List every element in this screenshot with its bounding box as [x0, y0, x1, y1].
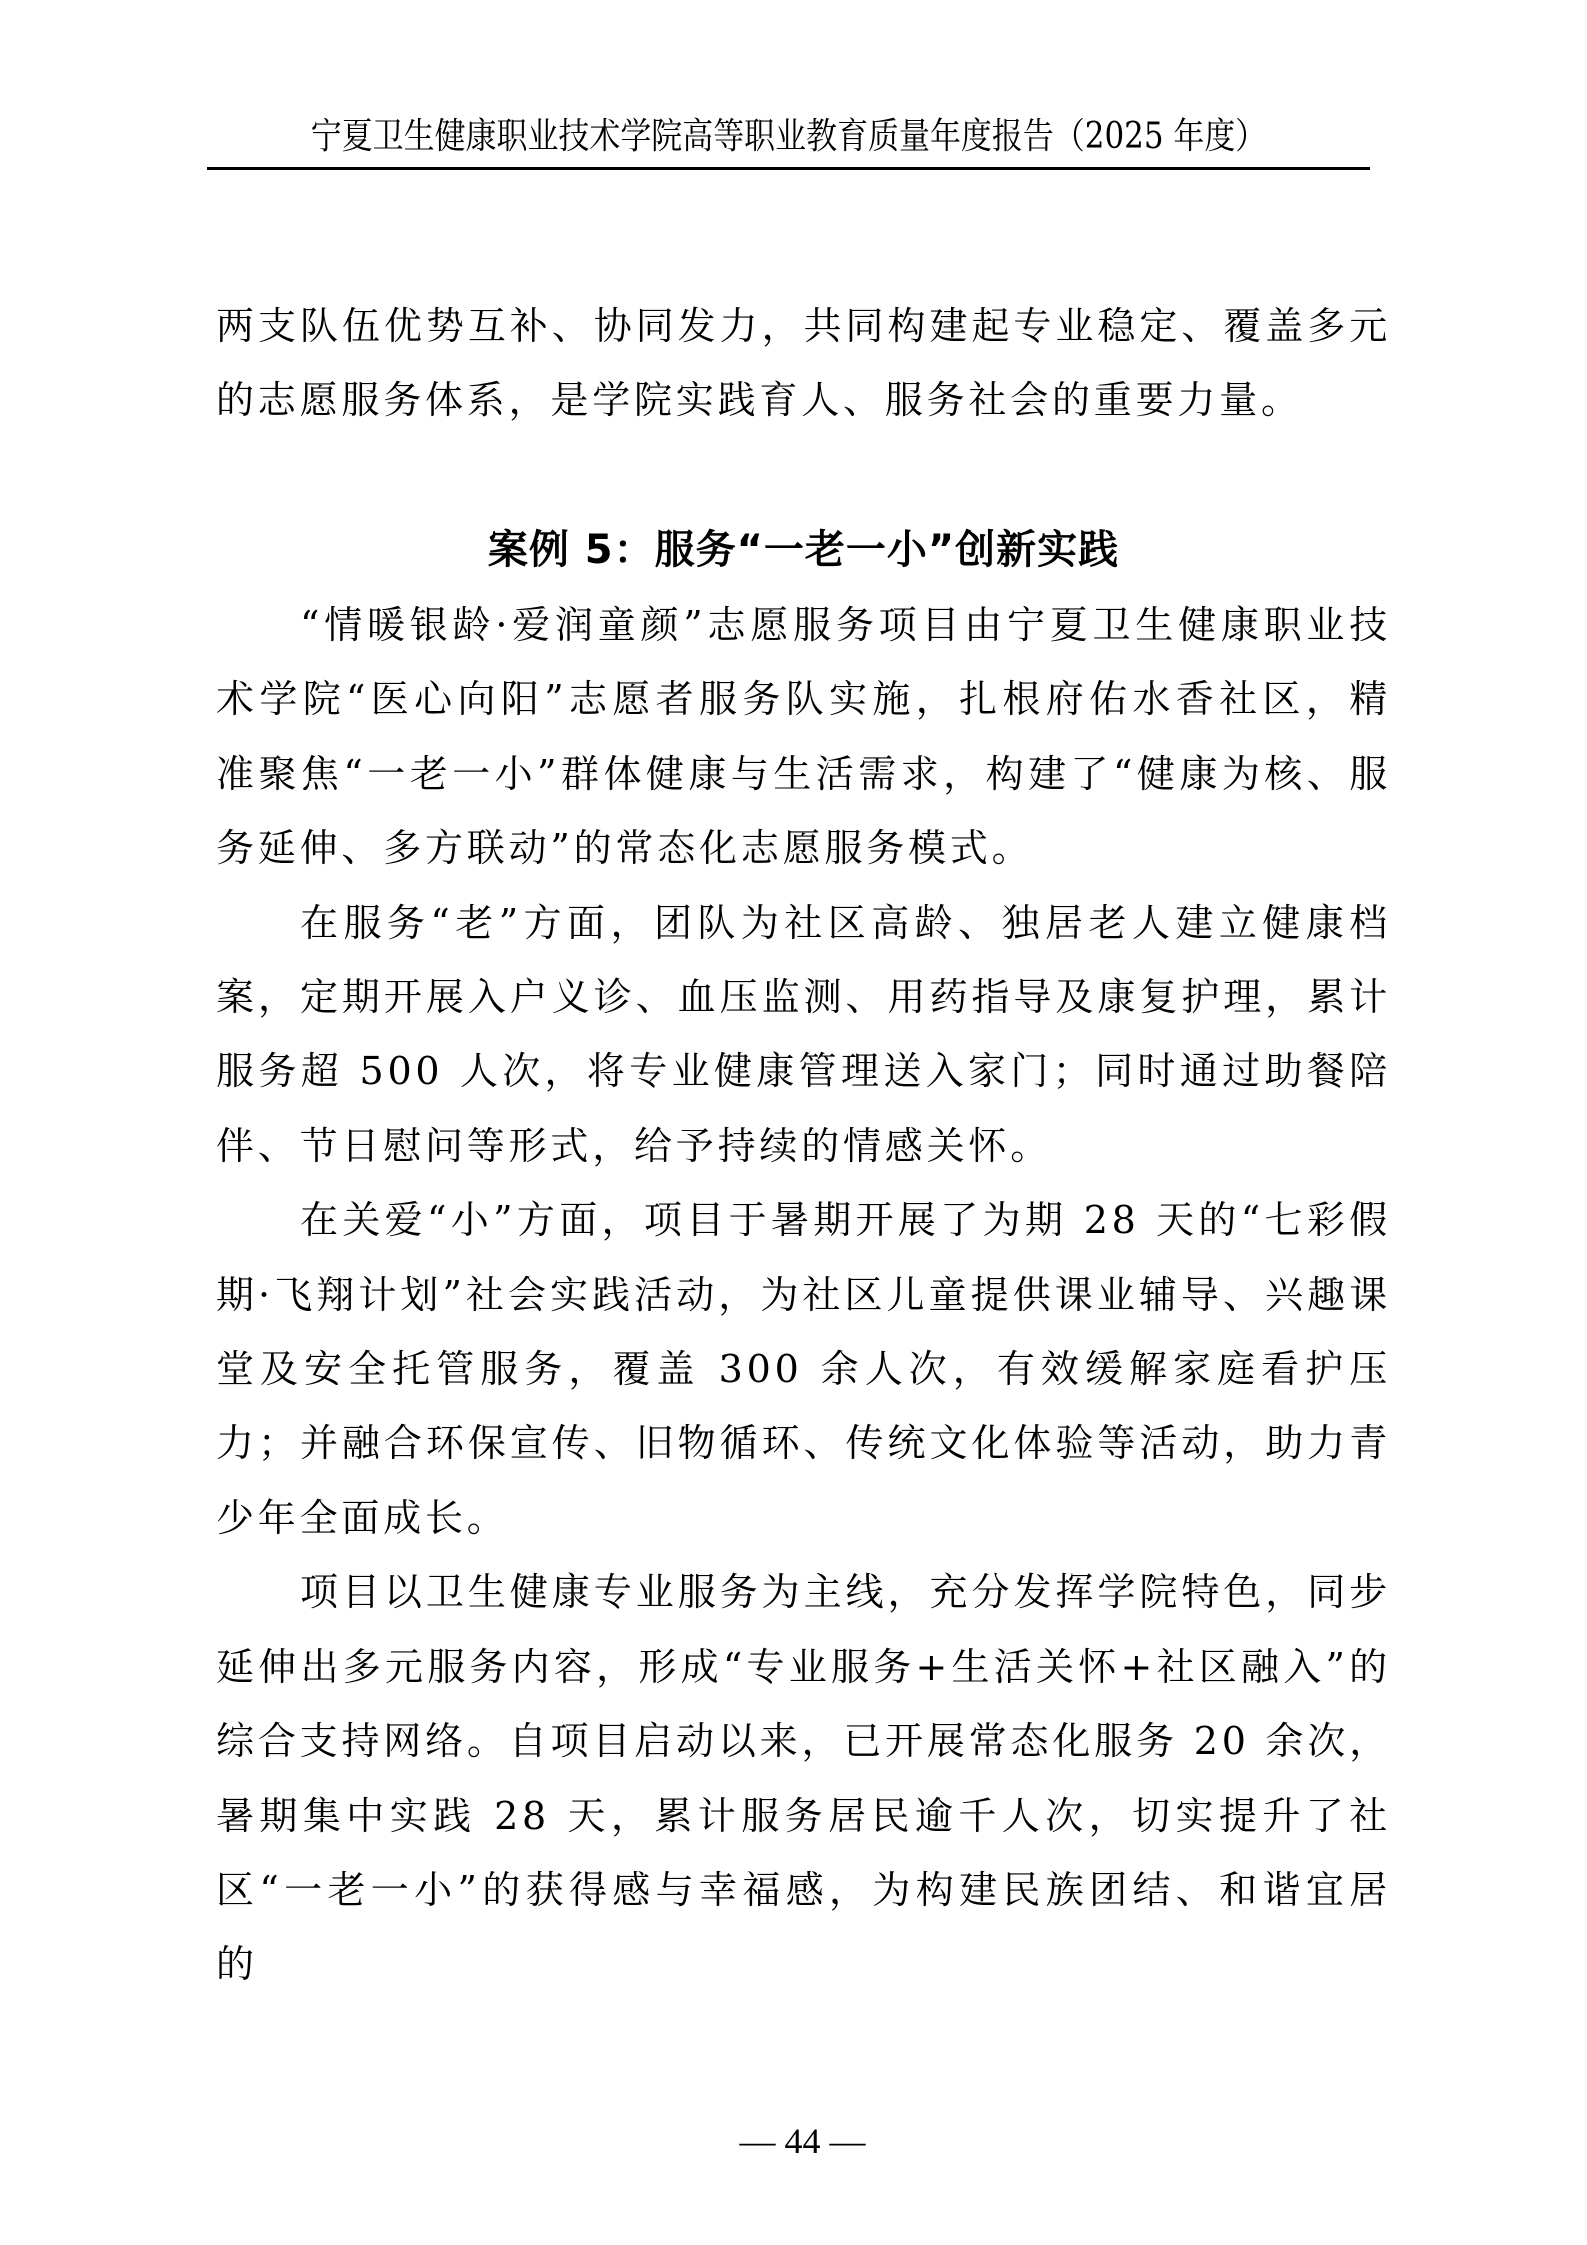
report-title: 宁夏卫生健康职业技术学院高等职业教育质量年度报告（2025 年度）: [310, 116, 1267, 157]
case-heading-text: 案例 5：服务“一老一小”创新实践: [487, 527, 1120, 573]
case-paragraph-elderly: 在服务“老”方面，团队为社区高龄、独居老人建立健康档案，定期开展入户义诊、血压监测、用药指导及康复护理，累计服务超 500 人次，将专业健康管理送入家门；同时通过助餐陪伴、节日慰问等形式，给予持续的情感关怀。: [216, 900, 1391, 1168]
case-heading: [216, 520, 1391, 580]
page-number-text: — 44 —: [739, 2121, 866, 2161]
case-body: [216, 588, 1391, 2002]
continuation-paragraph: 两支队伍优势互补、协同发力，共同构建起专业稳定、覆盖多元的志愿服务体系，是学院实践育人、服务社会的重要力量。: [216, 304, 1391, 423]
continuation-text: [216, 289, 1391, 438]
running-header: [288, 112, 1288, 162]
case-paragraph-summary: 项目以卫生健康专业服务为主线，充分发挥学院特色，同步延伸出多元服务内容，形成“专业服务+生活关怀+社区融入”的综合支持网络。自项目启动以来，已开展常态化服务 20 余次，暑期集中实践 28 天，累计服务居民逾千人次，切实提升了社区“一老一小”的获得感与幸福感，为构建民族团结、和谐宜居的: [216, 1570, 1391, 1987]
page-number: [0, 2072, 1587, 2164]
header-rule: [207, 167, 1370, 170]
case-paragraph-intro: “情暖银龄·爱润童颜”志愿服务项目由宁夏卫生健康职业技术学院“医心向阳”志愿者服务队实施，扎根府佑水香社区，精准聚焦“一老一小”群体健康与生活需求，构建了“健康为核、服务延伸、多方联动”的常态化志愿服务模式。: [216, 603, 1391, 871]
case-paragraph-children: 在关爱“小”方面，项目于暑期开展了为期 28 天的“七彩假期·飞翔计划”社会实践活动，为社区儿童提供课业辅导、兴趣课堂及安全托管服务，覆盖 300 余人次，有效缓解家庭看护压力；并融合环保宣传、旧物循环、传统文化体验等活动，助力青少年全面成长。: [216, 1198, 1391, 1540]
